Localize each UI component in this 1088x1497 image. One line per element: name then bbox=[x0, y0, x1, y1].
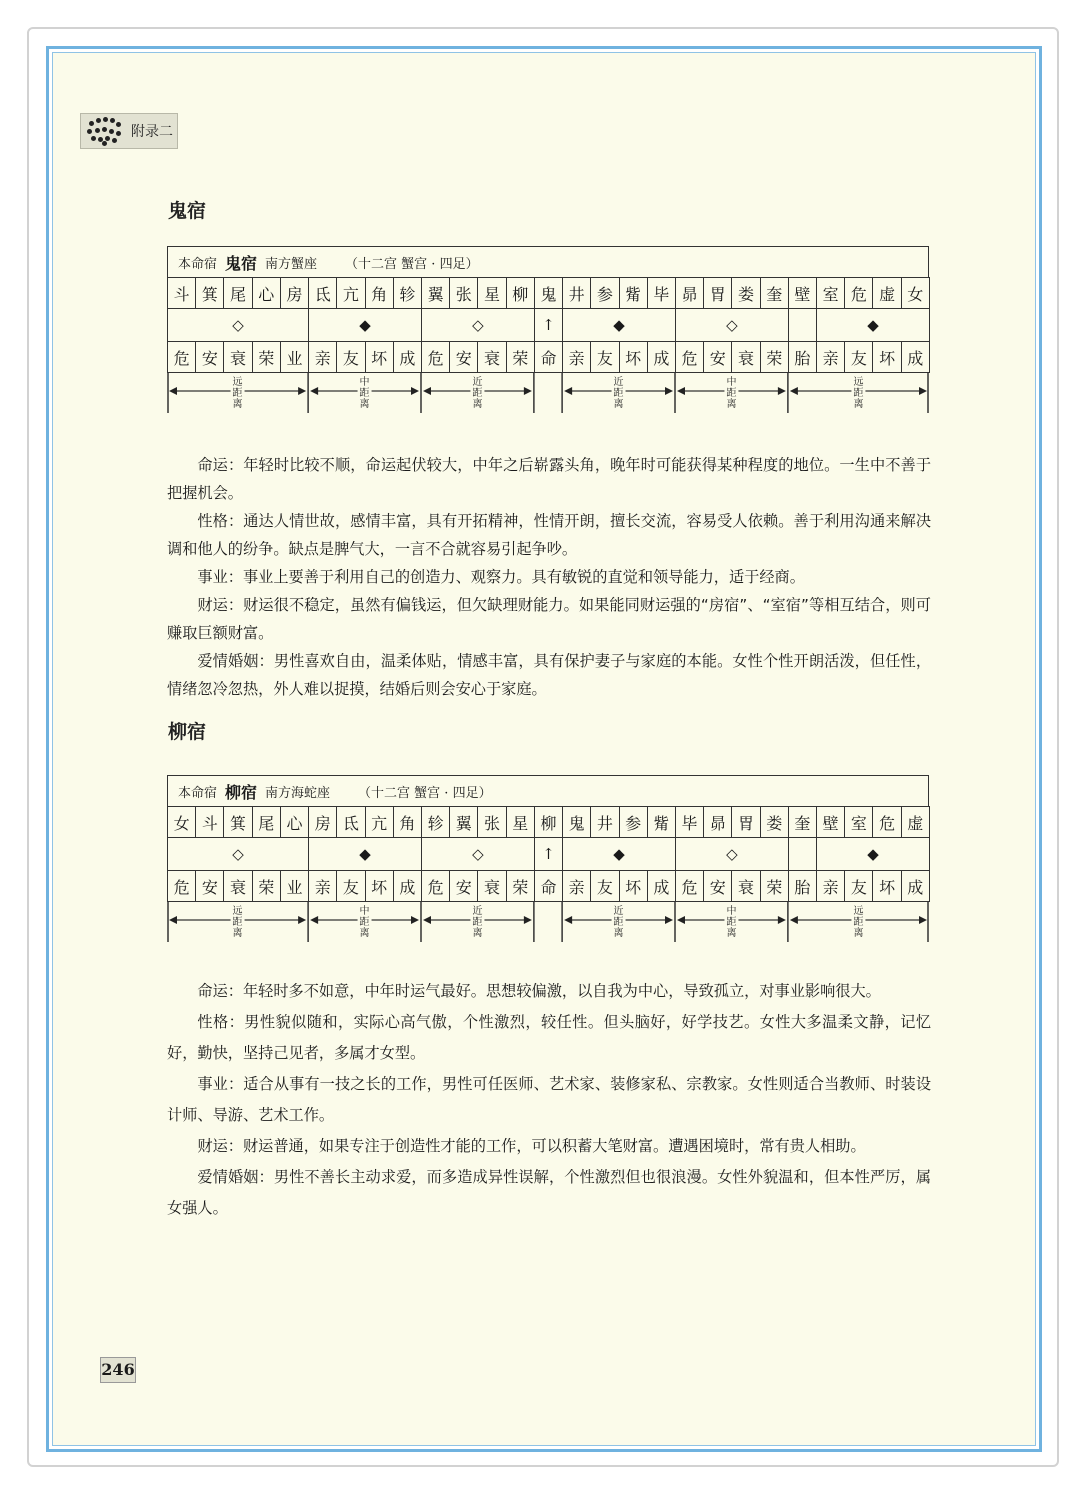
mansion-cell: 壁 bbox=[817, 807, 845, 838]
relation-cell: 成 bbox=[393, 871, 421, 902]
mansion-grid bbox=[167, 806, 930, 902]
relation-cell: 业 bbox=[280, 871, 308, 902]
relation-cell: 危 bbox=[675, 871, 703, 902]
mansion-cell: 奎 bbox=[760, 278, 788, 309]
arrow-head-icon bbox=[169, 387, 177, 395]
mansion-cell: 室 bbox=[845, 807, 873, 838]
relation-cell: 成 bbox=[393, 342, 421, 373]
relation-symbol: ◆ bbox=[563, 309, 676, 342]
relation-cell: 安 bbox=[196, 871, 224, 902]
relation-cell: 友 bbox=[591, 871, 619, 902]
chart-mansion-name: 柳宿 bbox=[225, 782, 258, 802]
arrow-head-icon bbox=[310, 916, 318, 924]
relation-symbol: ◇ bbox=[168, 838, 309, 871]
relation-cell: 安 bbox=[196, 342, 224, 373]
arrow-head-icon bbox=[677, 387, 685, 395]
mansion-cell: 氐 bbox=[337, 807, 365, 838]
relation-cell: 衰 bbox=[478, 342, 506, 373]
relation-cell: 友 bbox=[337, 871, 365, 902]
distance-label: 中距离 bbox=[359, 377, 370, 410]
mansion-grid bbox=[167, 277, 930, 373]
relation-cell: 亲 bbox=[563, 342, 591, 373]
body-paragraph: 性格：男性貌似随和，实际心高气傲，个性激烈，较任性。但头脑好，好学技艺。女性大多温柔文静，记忆好，勤快，坚持己见者，多属才女型。 bbox=[167, 1013, 931, 1062]
mansion-cell: 昴 bbox=[704, 807, 732, 838]
relation-cell: 业 bbox=[280, 342, 308, 373]
arrow-head-icon bbox=[298, 916, 306, 924]
mansion-cell: 轸 bbox=[393, 278, 421, 309]
relation-cell: 友 bbox=[845, 871, 873, 902]
relation-cell: 成 bbox=[901, 871, 929, 902]
mansion-cell: 胃 bbox=[704, 278, 732, 309]
relation-cell: 衰 bbox=[732, 871, 760, 902]
mansion-cell: 女 bbox=[168, 807, 196, 838]
distance-label: 中距离 bbox=[726, 906, 737, 939]
body-paragraph: 爱情婚姻：男性不善长主动求爱，而多造成异性误解，个性激烈但也很浪漫。女性外貌温和，但本性严厉，属女强人。 bbox=[167, 1168, 931, 1217]
distance-label: 中距离 bbox=[726, 377, 737, 410]
relation-cell: 衰 bbox=[732, 342, 760, 373]
chart-palace: （十二宫 蟹宫 · 四足） bbox=[345, 256, 479, 272]
relation-cell: 成 bbox=[647, 342, 675, 373]
mansion-cell: 箕 bbox=[196, 278, 224, 309]
mansion-cell: 星 bbox=[478, 278, 506, 309]
distance-arrows bbox=[167, 902, 929, 944]
arrow-head-icon bbox=[665, 387, 673, 395]
mansion-cell: 斗 bbox=[168, 278, 196, 309]
arrow-head-icon bbox=[423, 387, 431, 395]
relation-cell: 危 bbox=[675, 342, 703, 373]
chapter-tab bbox=[80, 113, 178, 149]
page-number: 246 bbox=[100, 1357, 136, 1383]
relation-cell: 衰 bbox=[224, 342, 252, 373]
mansion-cell: 心 bbox=[252, 278, 280, 309]
relation-cell: 衰 bbox=[224, 871, 252, 902]
body-paragraph: 事业：适合从事有一技之长的工作，男性可任医师、艺术家、装修家私、宗教家。女性则适合当教师、时装设计师、导游、艺术工作。 bbox=[167, 1075, 931, 1124]
arrow-head-icon bbox=[919, 916, 927, 924]
relation-symbol: ↑ bbox=[534, 309, 562, 342]
mansion-cell: 翼 bbox=[421, 278, 449, 309]
relation-cell: 坏 bbox=[619, 342, 647, 373]
arrow-head-icon bbox=[310, 387, 318, 395]
mansion-cell: 亢 bbox=[365, 807, 393, 838]
arrow-head-icon bbox=[423, 916, 431, 924]
distance-label: 中距离 bbox=[359, 906, 370, 939]
mansion-cell: 毕 bbox=[675, 807, 703, 838]
arrow-head-icon bbox=[919, 387, 927, 395]
mansion-chart bbox=[167, 775, 929, 944]
arrow-head-icon bbox=[564, 387, 572, 395]
section-title: 鬼宿 bbox=[168, 200, 207, 222]
distance-label: 远距离 bbox=[853, 377, 864, 410]
body-paragraph: 事业：事业上要善于利用自己的创造力、观察力。具有敏锐的直觉和领导能力，适于经商。 bbox=[197, 568, 805, 586]
relation-cell: 坏 bbox=[873, 871, 901, 902]
relation-cell: 友 bbox=[591, 342, 619, 373]
relation-cell: 荣 bbox=[252, 342, 280, 373]
relation-cell: 友 bbox=[845, 342, 873, 373]
relation-cell: 坏 bbox=[365, 871, 393, 902]
mansion-cell: 昴 bbox=[675, 278, 703, 309]
distance-label: 近距离 bbox=[472, 377, 483, 410]
arrow-head-icon bbox=[564, 916, 572, 924]
mansion-cell: 危 bbox=[873, 807, 901, 838]
chapter-title: 附录二 bbox=[131, 124, 173, 140]
relation-cell: 荣 bbox=[506, 342, 534, 373]
mansion-cell: 毕 bbox=[647, 278, 675, 309]
arrow-head-icon bbox=[778, 916, 786, 924]
relation-symbol: ◇ bbox=[421, 309, 534, 342]
mansion-cell: 张 bbox=[478, 807, 506, 838]
section-body bbox=[167, 451, 931, 703]
arrow-head-icon bbox=[411, 916, 419, 924]
distance-label: 近距离 bbox=[613, 377, 624, 410]
relation-cell: 危 bbox=[421, 871, 449, 902]
body-paragraph: 爱情婚姻：男性喜欢自由，温柔体贴，情感丰富，具有保护妻子与家庭的本能。女性个性开朗活泼，但任性，情绪忽冷忽热，外人难以捉摸，结婚后则会安心于家庭。 bbox=[167, 652, 931, 698]
relation-cell: 坏 bbox=[619, 871, 647, 902]
relation-cell: 荣 bbox=[760, 342, 788, 373]
mansion-cell: 鬼 bbox=[534, 278, 562, 309]
distance-label: 近距离 bbox=[613, 906, 624, 939]
chart-header bbox=[167, 775, 929, 806]
relation-cell: 危 bbox=[168, 342, 196, 373]
mansion-cell: 胃 bbox=[732, 807, 760, 838]
mansion-cell: 心 bbox=[280, 807, 308, 838]
relation-cell: 亲 bbox=[309, 871, 337, 902]
section-body bbox=[167, 976, 931, 1224]
chart-constellation: 南方蟹座 bbox=[265, 256, 318, 272]
section-title: 柳宿 bbox=[168, 721, 207, 743]
mansion-cell: 觜 bbox=[647, 807, 675, 838]
arrow-head-icon bbox=[411, 387, 419, 395]
chart-palace: （十二宫 蟹宫 · 四足） bbox=[358, 785, 492, 801]
relation-cell: 命 bbox=[534, 871, 562, 902]
relation-cell: 成 bbox=[647, 871, 675, 902]
arrow-head-icon bbox=[169, 916, 177, 924]
arrow-head-icon bbox=[790, 916, 798, 924]
relation-cell: 亲 bbox=[817, 871, 845, 902]
mansion-cell: 女 bbox=[901, 278, 929, 309]
relation-cell: 荣 bbox=[252, 871, 280, 902]
mansion-cell: 柳 bbox=[506, 278, 534, 309]
body-paragraph: 财运：财运很不稳定，虽然有偏钱运，但欠缺理财能力。如果能同财运强的“房宿”、“室宿”等相互结合，则可赚取巨额财富。 bbox=[167, 596, 931, 642]
mansion-cell: 室 bbox=[817, 278, 845, 309]
chart-constellation: 南方海蛇座 bbox=[265, 785, 331, 801]
mansion-cell: 翼 bbox=[450, 807, 478, 838]
relation-cell: 胎 bbox=[788, 871, 816, 902]
relation-symbol: ◇ bbox=[168, 309, 309, 342]
mansion-cell: 轸 bbox=[421, 807, 449, 838]
mansion-cell: 参 bbox=[591, 278, 619, 309]
mansion-cell: 娄 bbox=[732, 278, 760, 309]
relation-symbol: ◆ bbox=[817, 838, 930, 871]
relation-cell: 危 bbox=[421, 342, 449, 373]
distance-arrows bbox=[167, 373, 929, 415]
relation-symbol: ◇ bbox=[675, 309, 788, 342]
relation-cell: 亲 bbox=[309, 342, 337, 373]
mansion-cell: 张 bbox=[450, 278, 478, 309]
chart-label: 本命宿 bbox=[178, 256, 218, 272]
mansion-cell: 角 bbox=[365, 278, 393, 309]
relation-symbol: ◆ bbox=[817, 309, 930, 342]
relation-symbol: ◆ bbox=[309, 309, 422, 342]
relation-cell: 安 bbox=[704, 871, 732, 902]
mansion-cell: 虚 bbox=[901, 807, 929, 838]
body-paragraph: 命运：年轻时多不如意，中年时运气最好。思想较偏激，以自我为中心，导致孤立，对事业影响很大。 bbox=[197, 982, 881, 1000]
mansion-cell: 房 bbox=[309, 807, 337, 838]
mansion-cell: 井 bbox=[591, 807, 619, 838]
arrow-head-icon bbox=[298, 387, 306, 395]
relation-cell: 胎 bbox=[788, 342, 816, 373]
relation-symbol-empty bbox=[788, 309, 816, 342]
relation-cell: 友 bbox=[337, 342, 365, 373]
mansion-cell: 柳 bbox=[534, 807, 562, 838]
relation-cell: 危 bbox=[168, 871, 196, 902]
mansion-cell: 奎 bbox=[788, 807, 816, 838]
mansion-cell: 房 bbox=[280, 278, 308, 309]
mansion-cell: 斗 bbox=[196, 807, 224, 838]
mansion-cell: 尾 bbox=[252, 807, 280, 838]
chart-label: 本命宿 bbox=[178, 785, 218, 801]
mansion-cell: 壁 bbox=[788, 278, 816, 309]
body-paragraph: 性格：通达人情世故，感情丰富，具有开拓精神，性情开朗，擅长交流，容易受人依赖。善于利用沟通来解决调和他人的纷争。缺点是脾气大，一言不合就容易引起争吵。 bbox=[167, 512, 931, 558]
relation-symbol: ◆ bbox=[563, 838, 676, 871]
chart-mansion-name: 鬼宿 bbox=[225, 253, 258, 273]
mansion-cell: 角 bbox=[393, 807, 421, 838]
relation-cell: 坏 bbox=[365, 342, 393, 373]
mansion-cell: 亢 bbox=[337, 278, 365, 309]
mansion-cell: 星 bbox=[506, 807, 534, 838]
arrow-head-icon bbox=[677, 916, 685, 924]
mansion-cell: 尾 bbox=[224, 278, 252, 309]
relation-symbol-empty bbox=[788, 838, 816, 871]
relation-cell: 坏 bbox=[873, 342, 901, 373]
relation-cell: 亲 bbox=[563, 871, 591, 902]
mansion-cell: 箕 bbox=[224, 807, 252, 838]
mansion-chart bbox=[167, 246, 929, 415]
mansion-cell: 参 bbox=[619, 807, 647, 838]
relation-cell: 安 bbox=[450, 342, 478, 373]
arrow-head-icon bbox=[665, 916, 673, 924]
relation-cell: 荣 bbox=[506, 871, 534, 902]
relation-cell: 成 bbox=[901, 342, 929, 373]
body-paragraph: 命运：年轻时比较不顺，命运起伏较大，中年之后崭露头角，晚年时可能获得某种程度的地位。一生中不善于把握机会。 bbox=[167, 456, 931, 502]
mansion-cell: 娄 bbox=[760, 807, 788, 838]
mansion-cell: 觜 bbox=[619, 278, 647, 309]
relation-symbol: ◇ bbox=[421, 838, 534, 871]
mansion-cell: 氐 bbox=[309, 278, 337, 309]
arrow-head-icon bbox=[524, 387, 532, 395]
relation-symbol: ◇ bbox=[675, 838, 788, 871]
distance-label: 近距离 bbox=[472, 906, 483, 939]
arrow-head-icon bbox=[778, 387, 786, 395]
relation-cell: 安 bbox=[450, 871, 478, 902]
relation-symbol: ↑ bbox=[534, 838, 562, 871]
relation-symbol: ◆ bbox=[309, 838, 422, 871]
distance-label: 远距离 bbox=[232, 906, 243, 939]
mansion-cell: 井 bbox=[563, 278, 591, 309]
distance-label: 远距离 bbox=[232, 377, 243, 410]
distance-label: 远距离 bbox=[853, 906, 864, 939]
relation-cell: 安 bbox=[704, 342, 732, 373]
relation-cell: 命 bbox=[534, 342, 562, 373]
chart-header bbox=[167, 246, 929, 277]
mansion-cell: 危 bbox=[845, 278, 873, 309]
relation-cell: 荣 bbox=[760, 871, 788, 902]
arrow-head-icon bbox=[790, 387, 798, 395]
body-paragraph: 财运：财运普通，如果专注于创造性才能的工作，可以积蓄大笔财富。遭遇困境时，常有贵人相助。 bbox=[197, 1137, 866, 1155]
relation-cell: 亲 bbox=[817, 342, 845, 373]
mansion-cell: 鬼 bbox=[563, 807, 591, 838]
mansion-cell: 虚 bbox=[873, 278, 901, 309]
dots-logo-icon bbox=[87, 117, 121, 145]
arrow-head-icon bbox=[524, 916, 532, 924]
relation-cell: 衰 bbox=[478, 871, 506, 902]
